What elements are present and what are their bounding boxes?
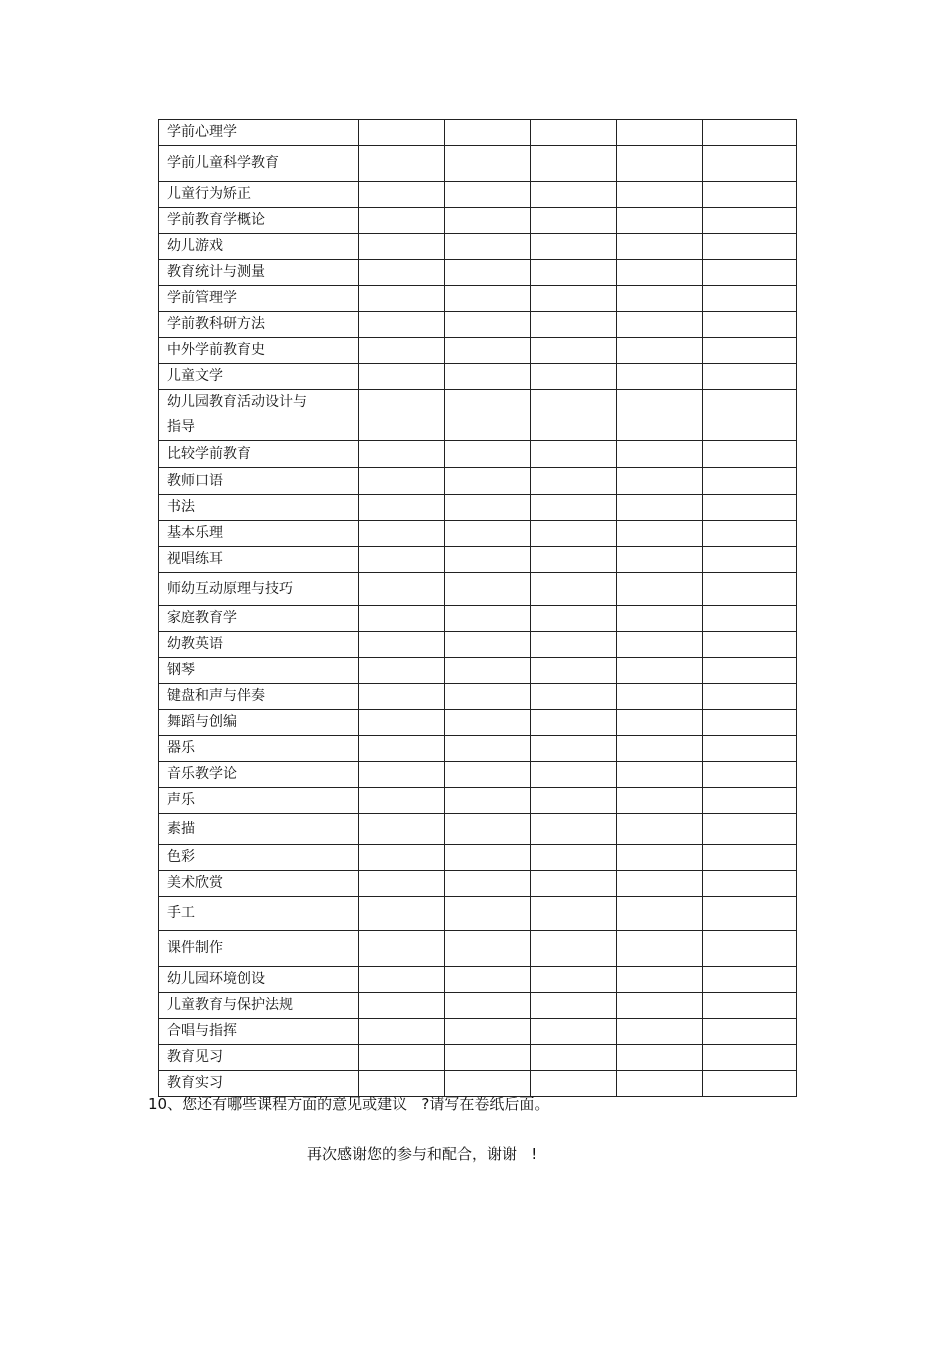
course-name: 教育实习	[159, 1071, 359, 1097]
rating-cell[interactable]	[445, 390, 531, 441]
course-name: 学前教育学概论	[159, 208, 359, 234]
course-name: 中外学前教育史	[159, 338, 359, 364]
rating-cell[interactable]	[359, 146, 445, 182]
course-name: 幼儿园教育活动设计与 指导	[159, 390, 359, 441]
rating-cell[interactable]	[617, 312, 703, 338]
closing-thanks: 再次感谢您的参与和配合，谢谢 !	[307, 1145, 538, 1163]
course-row	[159, 1019, 797, 1045]
rating-cell[interactable]	[359, 736, 445, 762]
course-row	[159, 573, 797, 606]
rating-cell[interactable]	[531, 684, 617, 710]
course-row	[159, 547, 797, 573]
rating-cell[interactable]	[445, 1045, 531, 1071]
rating-cell[interactable]	[617, 632, 703, 658]
course-name: 美术欣赏	[159, 871, 359, 897]
rating-cell[interactable]	[703, 573, 797, 606]
rating-cell[interactable]	[359, 234, 445, 260]
rating-cell[interactable]	[359, 182, 445, 208]
rating-cell[interactable]	[445, 931, 531, 967]
rating-cell[interactable]	[703, 146, 797, 182]
rating-cell[interactable]	[703, 390, 797, 441]
rating-cell[interactable]	[531, 286, 617, 312]
rating-cell[interactable]	[445, 814, 531, 845]
rating-cell[interactable]	[445, 897, 531, 931]
rating-cell[interactable]	[359, 364, 445, 390]
rating-cell[interactable]	[359, 710, 445, 736]
rating-cell[interactable]	[531, 441, 617, 468]
rating-cell[interactable]	[531, 632, 617, 658]
course-name: 声乐	[159, 788, 359, 814]
rating-cell[interactable]	[617, 845, 703, 871]
rating-cell[interactable]	[531, 845, 617, 871]
rating-cell[interactable]	[445, 234, 531, 260]
rating-cell[interactable]	[617, 1019, 703, 1045]
rating-cell[interactable]	[617, 967, 703, 993]
rating-cell[interactable]	[445, 260, 531, 286]
rating-cell[interactable]	[703, 495, 797, 521]
course-name: 基本乐理	[159, 521, 359, 547]
rating-cell[interactable]	[359, 845, 445, 871]
rating-cell[interactable]	[703, 606, 797, 632]
course-name: 课件制作	[159, 931, 359, 967]
rating-cell[interactable]	[617, 146, 703, 182]
rating-cell[interactable]	[703, 338, 797, 364]
course-name: 儿童行为矫正	[159, 182, 359, 208]
rating-cell[interactable]	[617, 286, 703, 312]
rating-cell[interactable]	[617, 547, 703, 573]
rating-cell[interactable]	[359, 606, 445, 632]
rating-cell[interactable]	[359, 1045, 445, 1071]
rating-cell[interactable]	[359, 814, 445, 845]
rating-cell[interactable]	[531, 897, 617, 931]
rating-cell[interactable]	[703, 1019, 797, 1045]
rating-cell[interactable]	[359, 931, 445, 967]
rating-cell[interactable]	[703, 208, 797, 234]
rating-cell[interactable]	[445, 788, 531, 814]
rating-cell[interactable]	[703, 1045, 797, 1071]
course-name: 幼教英语	[159, 632, 359, 658]
rating-cell[interactable]	[617, 338, 703, 364]
course-row	[159, 208, 797, 234]
rating-cell[interactable]	[617, 260, 703, 286]
course-name: 幼儿游戏	[159, 234, 359, 260]
rating-cell[interactable]	[531, 788, 617, 814]
course-row	[159, 632, 797, 658]
rating-cell[interactable]	[531, 993, 617, 1019]
rating-cell[interactable]	[703, 286, 797, 312]
rating-cell[interactable]	[703, 710, 797, 736]
course-row	[159, 658, 797, 684]
rating-cell[interactable]	[445, 441, 531, 468]
rating-cell[interactable]	[617, 468, 703, 495]
course-name: 书法	[159, 495, 359, 521]
rating-cell[interactable]	[445, 120, 531, 146]
course-name: 比较学前教育	[159, 441, 359, 468]
rating-cell[interactable]	[445, 547, 531, 573]
rating-cell[interactable]	[359, 468, 445, 495]
rating-cell[interactable]	[703, 658, 797, 684]
rating-cell[interactable]	[617, 182, 703, 208]
rating-cell[interactable]	[531, 521, 617, 547]
rating-cell[interactable]	[359, 286, 445, 312]
rating-cell[interactable]	[359, 684, 445, 710]
rating-cell[interactable]	[703, 441, 797, 468]
rating-cell[interactable]	[445, 364, 531, 390]
rating-cell[interactable]	[617, 788, 703, 814]
rating-cell[interactable]	[531, 931, 617, 967]
course-name: 合唱与指挥	[159, 1019, 359, 1045]
rating-cell[interactable]	[703, 312, 797, 338]
rating-cell[interactable]	[359, 1019, 445, 1045]
course-row	[159, 146, 797, 182]
rating-cell[interactable]	[359, 993, 445, 1019]
course-row	[159, 338, 797, 364]
rating-cell[interactable]	[445, 632, 531, 658]
rating-cell[interactable]	[359, 762, 445, 788]
rating-cell[interactable]	[445, 684, 531, 710]
course-row	[159, 468, 797, 495]
rating-cell[interactable]	[617, 495, 703, 521]
rating-cell[interactable]	[617, 234, 703, 260]
course-name: 器乐	[159, 736, 359, 762]
course-name: 儿童文学	[159, 364, 359, 390]
course-name: 教育统计与测量	[159, 260, 359, 286]
rating-cell[interactable]	[359, 208, 445, 234]
rating-cell[interactable]	[531, 814, 617, 845]
course-name: 家庭教育学	[159, 606, 359, 632]
rating-cell[interactable]	[531, 710, 617, 736]
course-row	[159, 1045, 797, 1071]
rating-cell[interactable]	[445, 1019, 531, 1045]
course-name: 钢琴	[159, 658, 359, 684]
rating-cell[interactable]	[359, 788, 445, 814]
rating-cell[interactable]	[617, 606, 703, 632]
course-name: 教育见习	[159, 1045, 359, 1071]
course-row	[159, 390, 797, 441]
rating-cell[interactable]	[703, 684, 797, 710]
rating-cell[interactable]	[531, 495, 617, 521]
rating-cell[interactable]	[617, 364, 703, 390]
rating-cell[interactable]	[445, 736, 531, 762]
rating-cell[interactable]	[531, 762, 617, 788]
rating-cell[interactable]	[445, 710, 531, 736]
rating-cell[interactable]	[445, 468, 531, 495]
course-row	[159, 897, 797, 931]
course-row	[159, 234, 797, 260]
rating-cell[interactable]	[703, 845, 797, 871]
course-name: 学前管理学	[159, 286, 359, 312]
course-row	[159, 967, 797, 993]
rating-cell[interactable]	[531, 390, 617, 441]
rating-cell[interactable]	[617, 573, 703, 606]
rating-cell[interactable]	[617, 814, 703, 845]
rating-cell[interactable]	[531, 658, 617, 684]
rating-cell[interactable]	[359, 495, 445, 521]
rating-cell[interactable]	[445, 871, 531, 897]
rating-cell[interactable]	[617, 208, 703, 234]
rating-cell[interactable]	[359, 441, 445, 468]
rating-cell[interactable]	[703, 547, 797, 573]
rating-cell[interactable]	[531, 364, 617, 390]
rating-cell[interactable]	[531, 260, 617, 286]
rating-cell[interactable]	[617, 897, 703, 931]
course-name: 音乐教学论	[159, 762, 359, 788]
rating-cell[interactable]	[531, 1019, 617, 1045]
rating-cell[interactable]	[359, 338, 445, 364]
rating-cell[interactable]	[703, 788, 797, 814]
rating-cell[interactable]	[359, 390, 445, 441]
rating-cell[interactable]	[359, 547, 445, 573]
course-row	[159, 736, 797, 762]
rating-cell[interactable]	[703, 632, 797, 658]
course-row	[159, 286, 797, 312]
course-row	[159, 521, 797, 547]
rating-cell[interactable]	[531, 338, 617, 364]
rating-cell[interactable]	[445, 208, 531, 234]
rating-cell[interactable]	[703, 736, 797, 762]
course-row	[159, 684, 797, 710]
rating-cell[interactable]	[703, 762, 797, 788]
rating-cell[interactable]	[445, 573, 531, 606]
course-name: 学前教科研方法	[159, 312, 359, 338]
rating-cell[interactable]	[617, 1045, 703, 1071]
course-name: 教师口语	[159, 468, 359, 495]
course-row	[159, 260, 797, 286]
rating-cell[interactable]	[359, 573, 445, 606]
rating-cell[interactable]	[445, 845, 531, 871]
course-row	[159, 788, 797, 814]
rating-cell[interactable]	[703, 260, 797, 286]
rating-cell[interactable]	[617, 871, 703, 897]
rating-cell[interactable]	[703, 120, 797, 146]
rating-cell[interactable]	[445, 338, 531, 364]
rating-cell[interactable]	[531, 234, 617, 260]
rating-cell[interactable]	[531, 1045, 617, 1071]
rating-cell[interactable]	[617, 762, 703, 788]
rating-cell[interactable]	[445, 521, 531, 547]
course-row	[159, 182, 797, 208]
course-row	[159, 441, 797, 468]
course-row	[159, 495, 797, 521]
rating-cell[interactable]	[445, 286, 531, 312]
rating-cell[interactable]	[445, 967, 531, 993]
rating-cell[interactable]	[531, 146, 617, 182]
rating-cell[interactable]	[617, 931, 703, 967]
rating-cell[interactable]	[359, 120, 445, 146]
rating-cell[interactable]	[703, 993, 797, 1019]
rating-cell[interactable]	[703, 871, 797, 897]
rating-cell[interactable]	[617, 390, 703, 441]
course-row	[159, 931, 797, 967]
rating-cell[interactable]	[617, 710, 703, 736]
rating-cell[interactable]	[703, 234, 797, 260]
rating-cell[interactable]	[703, 182, 797, 208]
rating-cell[interactable]	[445, 495, 531, 521]
rating-cell[interactable]	[703, 468, 797, 495]
rating-cell[interactable]	[531, 120, 617, 146]
rating-cell[interactable]	[359, 967, 445, 993]
rating-cell[interactable]	[445, 762, 531, 788]
course-table	[158, 119, 797, 1097]
rating-cell[interactable]	[359, 897, 445, 931]
rating-cell[interactable]	[445, 182, 531, 208]
rating-cell[interactable]	[359, 871, 445, 897]
course-row	[159, 762, 797, 788]
rating-cell[interactable]	[531, 606, 617, 632]
rating-cell[interactable]	[617, 441, 703, 468]
course-row	[159, 845, 797, 871]
rating-cell[interactable]	[445, 658, 531, 684]
rating-cell[interactable]	[617, 993, 703, 1019]
course-row	[159, 814, 797, 845]
course-row	[159, 364, 797, 390]
course-row	[159, 871, 797, 897]
rating-cell[interactable]	[703, 967, 797, 993]
rating-cell[interactable]	[531, 871, 617, 897]
rating-cell[interactable]	[617, 684, 703, 710]
question-10: 10、您还有哪些课程方面的意见或建议 ?请写在卷纸后面。	[148, 1095, 550, 1113]
course-name: 舞蹈与创编	[159, 710, 359, 736]
rating-cell[interactable]	[445, 993, 531, 1019]
rating-cell[interactable]	[445, 606, 531, 632]
rating-cell[interactable]	[531, 573, 617, 606]
rating-cell[interactable]	[703, 521, 797, 547]
course-name: 幼儿园环境创设	[159, 967, 359, 993]
rating-cell[interactable]	[531, 182, 617, 208]
course-row	[159, 993, 797, 1019]
rating-cell[interactable]	[359, 658, 445, 684]
course-name: 视唱练耳	[159, 547, 359, 573]
rating-cell[interactable]	[617, 120, 703, 146]
course-row	[159, 710, 797, 736]
rating-cell[interactable]	[531, 468, 617, 495]
rating-cell[interactable]	[703, 1071, 797, 1097]
course-name: 键盘和声与伴奏	[159, 684, 359, 710]
rating-cell[interactable]	[703, 364, 797, 390]
course-name: 学前心理学	[159, 120, 359, 146]
rating-cell[interactable]	[445, 146, 531, 182]
rating-cell[interactable]	[359, 521, 445, 547]
course-row	[159, 120, 797, 146]
rating-cell[interactable]	[617, 658, 703, 684]
rating-cell[interactable]	[703, 814, 797, 845]
rating-cell[interactable]	[617, 1071, 703, 1097]
course-name: 学前儿童科学教育	[159, 146, 359, 182]
course-row	[159, 312, 797, 338]
rating-cell[interactable]	[359, 632, 445, 658]
rating-cell[interactable]	[617, 736, 703, 762]
rating-cell[interactable]	[445, 312, 531, 338]
course-name: 素描	[159, 814, 359, 845]
rating-cell[interactable]	[703, 897, 797, 931]
rating-cell[interactable]	[531, 312, 617, 338]
course-name: 儿童教育与保护法规	[159, 993, 359, 1019]
rating-cell[interactable]	[359, 260, 445, 286]
rating-cell[interactable]	[359, 312, 445, 338]
rating-cell[interactable]	[531, 547, 617, 573]
course-name: 师幼互动原理与技巧	[159, 573, 359, 606]
rating-cell[interactable]	[531, 967, 617, 993]
course-name: 色彩	[159, 845, 359, 871]
rating-cell[interactable]	[531, 208, 617, 234]
course-name: 手工	[159, 897, 359, 931]
rating-cell[interactable]	[531, 736, 617, 762]
rating-cell[interactable]	[617, 521, 703, 547]
rating-cell[interactable]	[703, 931, 797, 967]
course-row	[159, 606, 797, 632]
